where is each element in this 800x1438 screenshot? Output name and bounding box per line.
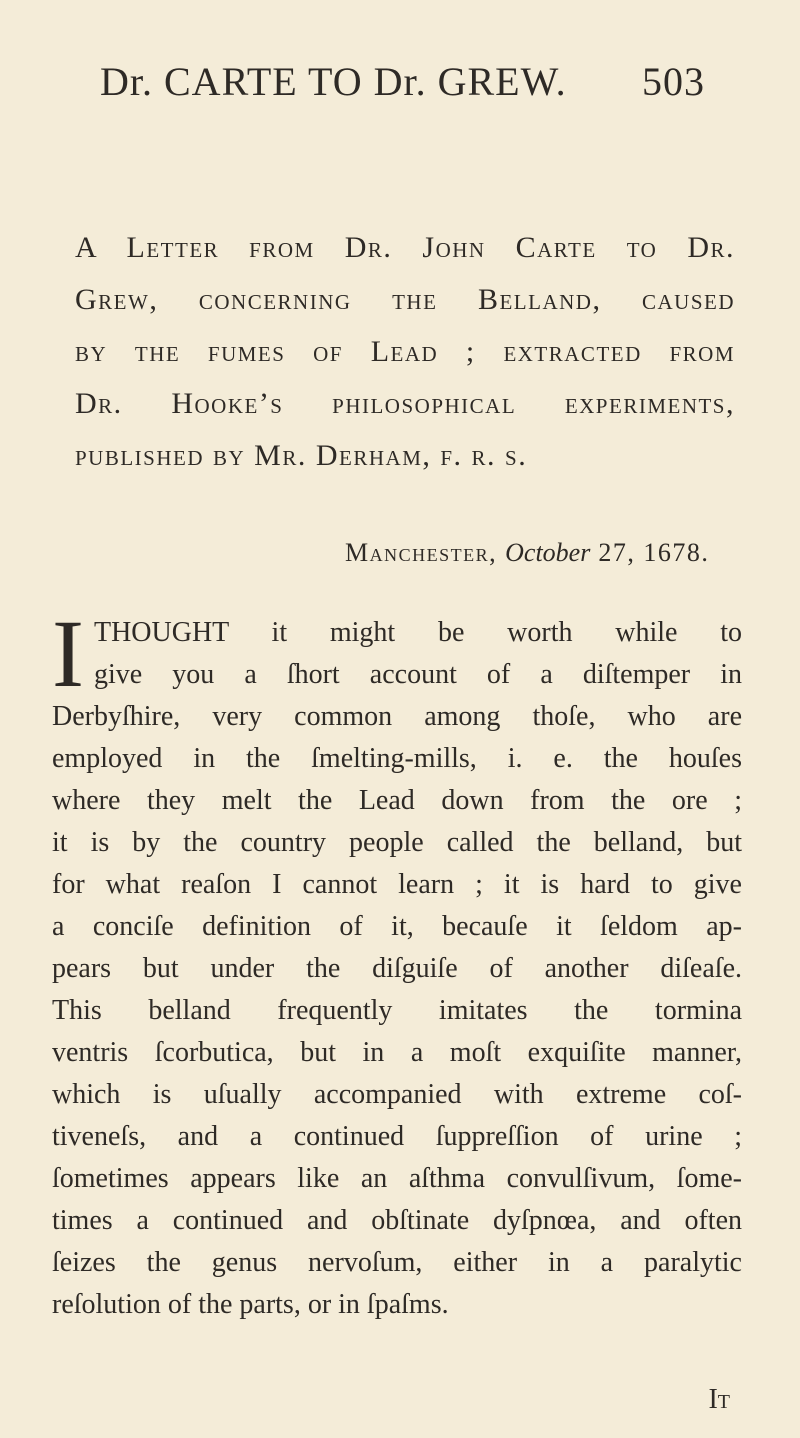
body-line: it is by the country people called the belland, but [52, 827, 742, 858]
article-title [75, 222, 735, 482]
catchword: It [708, 1384, 730, 1415]
page-number: 503 [642, 59, 705, 104]
body-line: where they melt the Lead down from the ore ; [52, 785, 742, 816]
body-line: reſolution of the parts, or in ſpaſms. [52, 1289, 449, 1320]
dateline-date: 27, 1678. [598, 538, 710, 567]
body-line: times a continued and obſtinate dyſpnœa, and often [52, 1205, 742, 1236]
body-line: give you a ſhort account of a diſtemper in [93, 659, 742, 690]
body-line: employed in the ſmelting-mills, i. e. the houſes [52, 743, 742, 774]
body-line: THOUGHT it might be worth while to [93, 617, 742, 648]
dateline-place: Manchester, [345, 538, 498, 567]
title-line: A Letter from Dr. John Carte to Dr. [75, 231, 735, 264]
body-line: for what reaſon I cannot learn ; it is hard to give [52, 869, 742, 900]
body-line: ventris ſcorbutica, but in a moſt exquiſite manner, [52, 1037, 742, 1068]
drop-cap: I [52, 600, 84, 707]
body-line: which is uſually accompanied with extreme coſ- [52, 1079, 742, 1110]
body-line: ſometimes appears like an aſthma convulſivum, ſome- [52, 1163, 742, 1194]
dateline-month: October [505, 538, 591, 567]
title-line: Dr. Hooke’s philosophical experiments, [75, 387, 735, 420]
body-line: ſeizes the genus nervoſum, either in a paralytic [52, 1247, 742, 1278]
letter-body [52, 600, 742, 1326]
body-line: pears but under the diſguiſe of another diſeaſe. [52, 953, 742, 984]
body-line: This belland frequently imitates the tormina [52, 995, 742, 1026]
body-line: tiveneſs, and a continued ſuppreſſion of urine ; [52, 1121, 742, 1152]
title-line: by the fumes of Lead ; extracted from [75, 335, 735, 368]
title-line: published by Mr. Derham, f. r. s. [75, 439, 528, 472]
running-head-title: Dr. CARTE TO Dr. GREW. [100, 59, 567, 104]
body-line: Derbyſhire, very common among thoſe, who are [52, 701, 742, 732]
dateline [345, 538, 709, 568]
body-line: a conciſe definition of it, becauſe it ſeldom ap- [52, 911, 742, 942]
title-line: Grew, concerning the Belland, caused [75, 283, 735, 316]
